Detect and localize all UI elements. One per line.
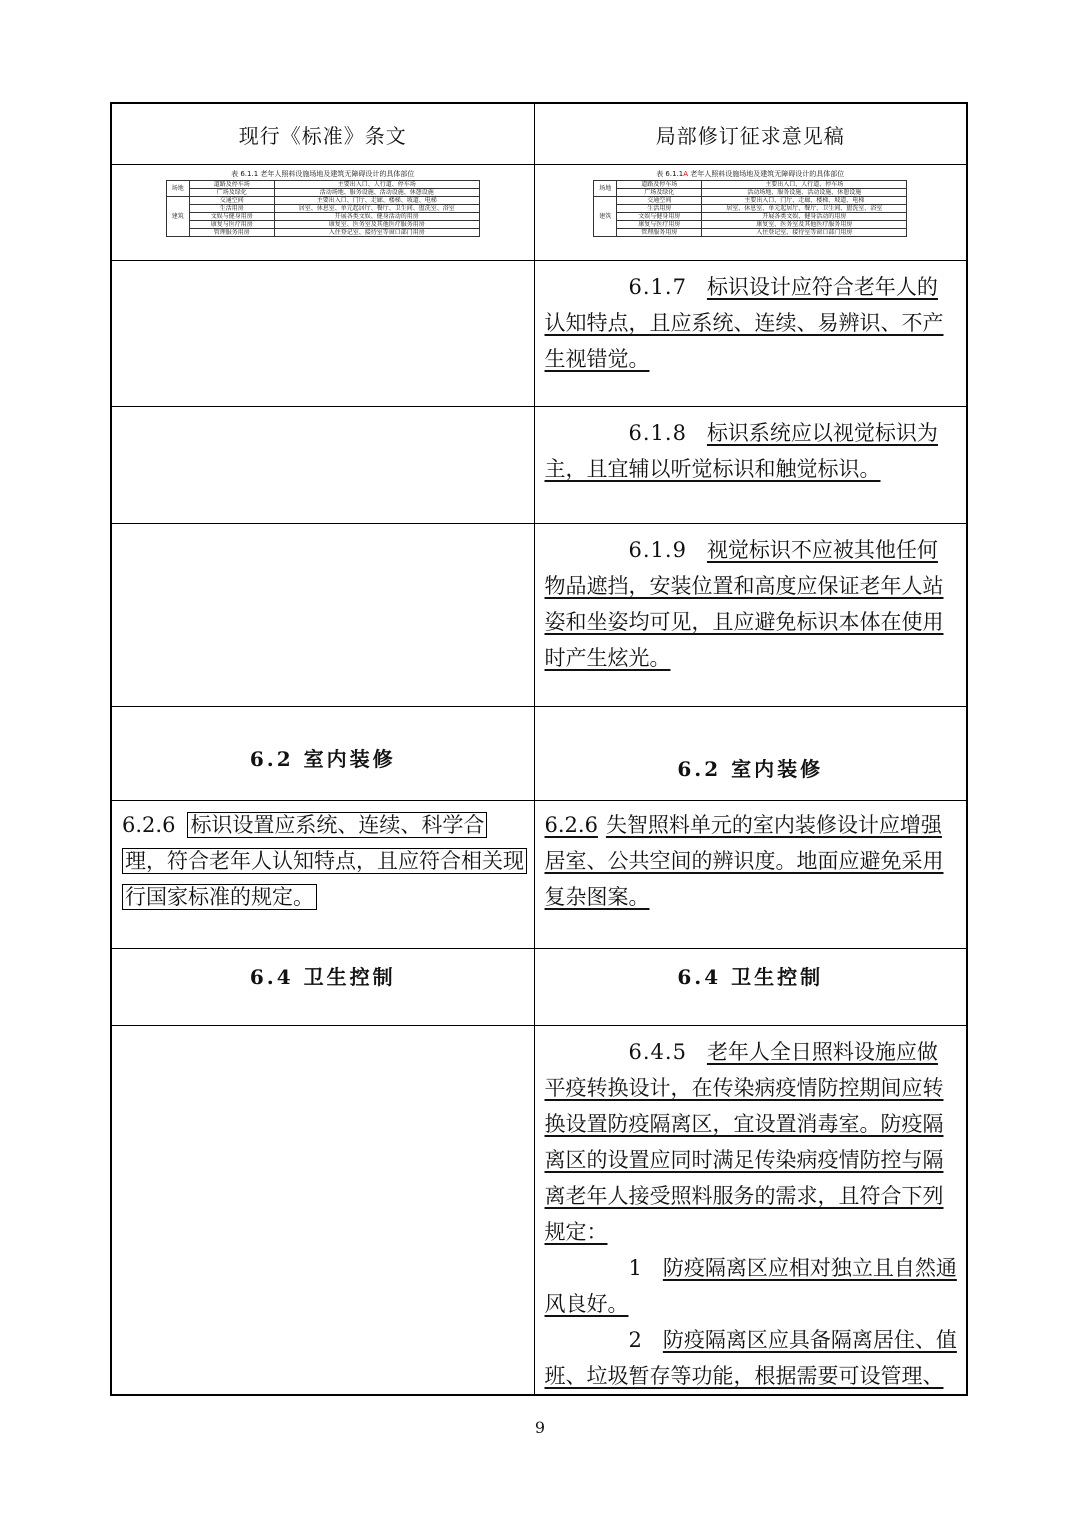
empty-cell [111, 524, 534, 707]
mini-table-row [166, 197, 479, 205]
mini-table-row [166, 221, 479, 229]
mini-group-building: 建筑 [594, 197, 617, 237]
mini-title-suffix: 老年人照料设施场地及建筑无障碍设计的具体部位 [688, 170, 845, 178]
mini-cell-detail: 居室、休息室、单元起居厅、餐厅、卫生间、盥洗室、浴室 [274, 205, 479, 213]
mini-table-row [594, 221, 907, 229]
mini-group-site: 场地 [166, 181, 189, 197]
clause-item-2 [535, 1322, 967, 1394]
mini-table-row [594, 213, 907, 221]
clause-6-1-7 [535, 261, 967, 377]
mini-cell-name: 康复与医疗用房 [189, 221, 274, 229]
clause-6-4-5 [535, 1026, 967, 1250]
empty-cell [111, 1026, 534, 1396]
clause-cell-6-1-8 [534, 407, 967, 524]
clause-6-1-8 [535, 407, 967, 487]
mini-cell-detail: 主要出入口、人行道、停车场 [702, 181, 907, 189]
section-6-2-right [534, 707, 967, 801]
clause-number: 6.2.6 [122, 813, 176, 837]
section-title: 6.4 卫生控制 [249, 965, 396, 989]
section-title: 6.4 卫生控制 [677, 965, 824, 989]
mini-cell-detail: 开展各类文娱、健身活动的用房 [702, 213, 907, 221]
clause-text: 老年人全日照料设施应做平疫转换设计，在传染病疫情防控期间应转换设置防疫隔离区，宜设置消毒室。防疫隔离区的设置应同时满足传染病疫情防控与隔离老年人接受照料服务的需求，且符合下列规定： [544, 1040, 944, 1244]
mini-table-row [166, 213, 479, 221]
mini-cell-detail: 主要出入口、门厅、走廊、楼梯、坡道、电梯 [274, 197, 479, 205]
clause-number: 6.4.5 [628, 1040, 687, 1064]
mini-table-title-left: 表 6.1.1 老年人照料设施场地及建筑无障碍设计的具体部位 [231, 170, 415, 178]
mini-table-row [166, 189, 479, 197]
section-6-2-left [111, 707, 534, 801]
clause-number: 6.2.6 [544, 813, 598, 837]
mini-table-cell-right [534, 165, 967, 261]
mini-cell-detail: 居室、休息室、单元起居厅、餐厅、卫生间、盥洗室、浴室 [702, 205, 907, 213]
mini-table-cell-left [111, 165, 534, 261]
row-section-6-4 [111, 949, 967, 1026]
mini-cell-detail: 主要出入口、门厅、走廊、楼梯、坡道、电梯 [702, 197, 907, 205]
mini-cell-detail: 活动场地、服务设施、活动设施、休憩设施 [274, 189, 479, 197]
comparison-table [110, 102, 968, 1396]
clause-6-2-6-new [535, 801, 967, 915]
item-text: 防疫隔离区应具备隔离居住、值班、垃圾暂存等功能，根据需要可设管理、 [544, 1328, 957, 1388]
mini-title-mark: A [683, 170, 689, 178]
section-6-4-left [111, 949, 534, 1026]
page-number: 9 [534, 1418, 546, 1437]
mini-table-right [593, 180, 907, 237]
item-number: 1 [628, 1256, 643, 1280]
header-row [111, 103, 967, 165]
mini-group-site: 场地 [594, 181, 617, 197]
mini-cell-name: 道路及停车场 [617, 181, 702, 189]
clause-item-1 [535, 1250, 967, 1322]
clause-number: 6.1.9 [628, 538, 687, 562]
clause-6-2-6-old [112, 801, 534, 915]
clause-cell-6-1-9 [534, 524, 967, 707]
row-6-1-7 [111, 261, 967, 407]
clause-cell-6-4-5 [534, 1026, 967, 1396]
mini-table-row [594, 189, 907, 197]
mini-title-prefix: 表 6.1.1 [656, 170, 684, 178]
mini-table-row [111, 165, 967, 261]
mini-table-row [166, 205, 479, 213]
section-title: 6.2 室内装修 [677, 757, 824, 781]
mini-cell-detail: 入住登记室、接待室等窗口部门用房 [274, 229, 479, 237]
mini-cell-detail: 开展各类文娱、健身活动的用房 [274, 213, 479, 221]
clause-number: 6.1.8 [628, 421, 687, 445]
mini-cell-name: 道路及停车场 [189, 181, 274, 189]
row-6-4-5 [111, 1026, 967, 1396]
mini-table-row [594, 197, 907, 205]
clause-6-1-9 [535, 524, 967, 676]
mini-cell-name: 管理服务用房 [189, 229, 274, 237]
mini-cell-name: 文娱与健身用房 [189, 213, 274, 221]
mini-cell-name: 交通空间 [189, 197, 274, 205]
header-right: 局部修订征求意见稿 [534, 103, 967, 165]
mini-cell-name: 生活用房 [617, 205, 702, 213]
mini-group-building: 建筑 [166, 197, 189, 237]
clause-text: 标识设计应符合老年人的认知特点，且应系统、连续、易辨识、不产生视错觉。 [544, 275, 944, 371]
clause-cell-6-1-7 [534, 261, 967, 407]
mini-cell-name: 管理服务用房 [617, 229, 702, 237]
mini-table-row [594, 181, 907, 189]
clause-cell-6-2-6-new [534, 801, 967, 949]
mini-cell-name: 康复与医疗用房 [617, 221, 702, 229]
clause-text: 视觉标识不应被其他任何物品遮挡，安装位置和高度应保证老年人站姿和坐姿均可见，且应避免标识本体在使用时产生炫光。 [544, 538, 944, 670]
mini-cell-name: 广场及绿化 [617, 189, 702, 197]
mini-cell-name: 文娱与健身用房 [617, 213, 702, 221]
mini-cell-detail: 主要出入口、人行道、停车场 [274, 181, 479, 189]
mini-cell-name: 交通空间 [617, 197, 702, 205]
mini-cell-detail: 入住登记室、接待室等窗口部门用房 [702, 229, 907, 237]
header-left: 现行《标准》条文 [111, 103, 534, 165]
mini-table-row [166, 181, 479, 189]
section-6-4-right [534, 949, 967, 1026]
empty-cell [111, 261, 534, 407]
item-number: 2 [628, 1328, 643, 1352]
mini-cell-detail: 活动场地、服务设施、活动设施、休憩设施 [702, 189, 907, 197]
section-title: 6.2 室内装修 [249, 747, 396, 771]
mini-cell-detail: 康复室、医务室及其他医疗服务用房 [274, 221, 479, 229]
clause-number: 6.1.7 [628, 275, 687, 299]
mini-table-row [594, 229, 907, 237]
mini-cell-detail: 康复室、医务室及其他医疗服务用房 [702, 221, 907, 229]
row-section-6-2 [111, 707, 967, 801]
mini-cell-name: 生活用房 [189, 205, 274, 213]
clause-text-boxed: 标识设置应系统、连续、科学合理，符合老年人认知特点，且应符合相关现行国家标准的规定。 [122, 812, 527, 910]
mini-table-row [166, 229, 479, 237]
clause-text: 失智照料单元的室内装修设计应增强居室、公共空间的辨识度。地面应避免采用复杂图案。 [544, 813, 944, 909]
row-6-1-8 [111, 407, 967, 524]
mini-table-row [594, 205, 907, 213]
item-text: 防疫隔离区应相对独立且自然通风良好。 [544, 1256, 957, 1316]
mini-table-title-right [535, 169, 967, 179]
empty-cell [111, 407, 534, 524]
row-6-1-9 [111, 524, 967, 707]
row-6-2-6 [111, 801, 967, 949]
mini-cell-name: 广场及绿化 [189, 189, 274, 197]
mini-table-left [166, 180, 480, 237]
clause-cell-6-2-6-old [111, 801, 534, 949]
clause-text: 标识系统应以视觉标识为主，且宜辅以听觉标识和触觉标识。 [544, 421, 938, 481]
